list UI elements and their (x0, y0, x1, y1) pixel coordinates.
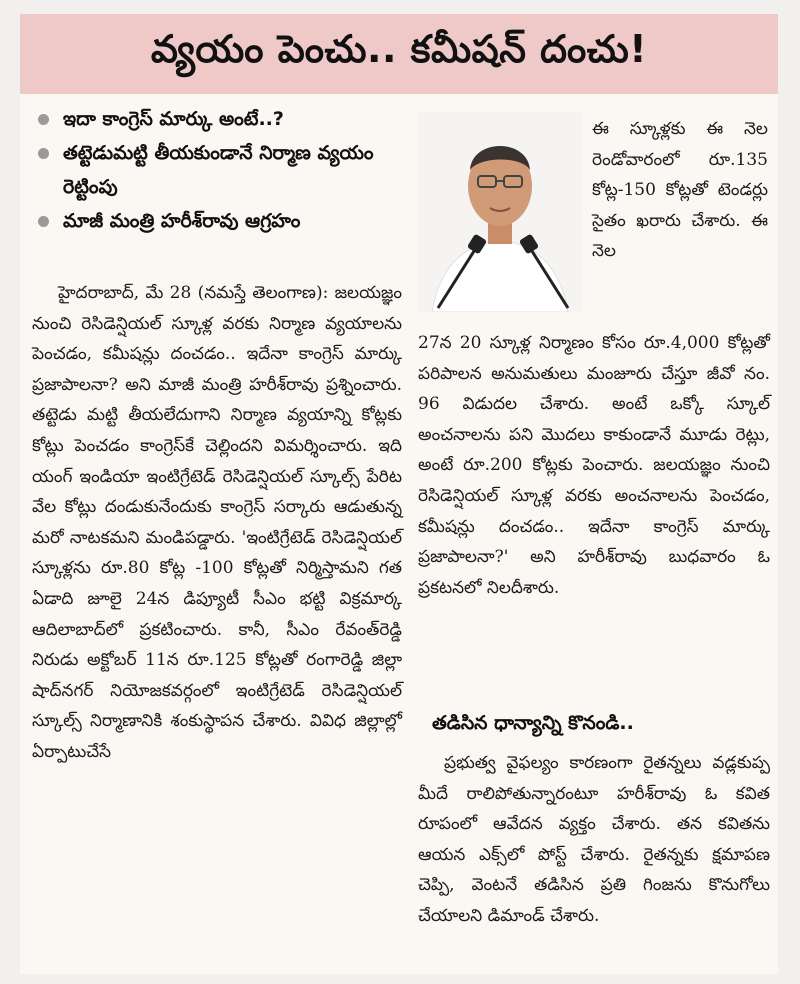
highlight-text: మాజీ మంత్రి హరీశ్‌రావు ఆగ్రహం (63, 210, 301, 232)
person-at-microphone-icon (418, 112, 582, 312)
highlights-list (32, 102, 410, 238)
headline: వ్యయం పెంచు.. కమీషన్ దంచు! (150, 27, 648, 71)
article-paragraph: ఈ స్కూళ్లకు ఈ నెల రెండోవారంలో రూ.135 కోట్ల-150 కోట్లతో టెండర్లు సైతం ఖరారు చేశారు. ఈ నెల (592, 119, 768, 262)
politician-photo (418, 112, 582, 312)
article-column-right (418, 328, 770, 603)
highlight-text: ఇదా కాంగ్రెస్ మార్కు అంటే..? (63, 108, 284, 130)
article-paragraph: ప్రభుత్వ వైఫల్యం కారణంగా రైతన్నలు వడ్లకుప్ప మీదే రాలిపోతున్నారంటూ హరీశ్‌రావు ఓ కవిత రూపంలో ఆవేదన వ్యక్తం చేశారు. తన కవితను ఆయన ఎక్స్‌లో పోస్ట్ చేశారు. రైతన్నకు క్షమాపణ చెప్పి, వెంటనే తడిసిన ప్రతి గింజను కొనుగోలు చేయాలని డిమాండ్ చేశారు. (418, 753, 770, 926)
highlight-text: తట్టెడుమట్టి తీయకుండానే నిర్మాణ వ్యయం రెట్టింపు (63, 142, 374, 198)
highlight-item (32, 136, 410, 204)
newspaper-clipping (20, 14, 778, 974)
headline-band (20, 14, 778, 94)
article-column-right-bottom (418, 748, 770, 932)
highlight-item (32, 204, 410, 238)
section-subheading: తడిసిన ధాన్యాన్ని కొనండి.. (432, 712, 634, 734)
article-column-left (32, 278, 402, 768)
highlight-item (32, 102, 410, 136)
bullet-dot-icon (38, 114, 49, 125)
article-paragraph: హైదరాబాద్, మే 28 (నమస్తే తెలంగాణ): జలయజ్ఞం నుంచి రెసిడెన్షియల్ స్కూళ్ల వరకు నిర్మాణ వ్యయాలను పెంచడం, కమీషన్లు దంచడం.. ఇదేనా కాంగ్రెస్ మార్కు ప్రజాపాలనా? అని మాజీ మంత్రి హరీశ్‌రావు ప్రశ్నించారు. తట్టెడు మట్టి తీయలేదుగాని నిర్మాణ వ్యయాన్ని కోట్లకు కోట్లు పెంచడం కాంగ్రెస్‌కే చెల్లిందని విమర్శించారు. ఇది యంగ్ ఇండియా ఇంటిగ్రేటెడ్ రెసిడెన్షియల్ స్కూల్స్ పేరిట వేల కోట్లు దండుకునేందుకు కాంగ్రెస్ సర్కారు ఆడుతున్న మరో నాటకమని మండిపడ్డారు. 'ఇంటిగ్రేటెడ్ రెసిడెన్షియల్ స్కూళ్లను రూ.80 కోట్ల -100 కోట్లతో నిర్మిస్తామని గత ఏడాది జూలై 24న డిప్యూటీ సీఎం భట్టి విక్రమార్క ఆదిలాబాద్‌లో ప్రకటించారు. కానీ, సీఎం రేవంత్‌రెడ్డి నిరుడు అక్టోబర్ 11న రూ.125 కోట్లతో రంగారెడ్డి జిల్లా షాద్‌నగర్ నియోజకవర్గంలో ఇంటిగ్రేటెడ్ రెసిడెన్షియల్ స్కూల్స్ నిర్మాణానికి శంకుస్థాపన చేశారు. వివిధ జిల్లాల్లో ఏర్పాటుచేసే (32, 283, 402, 762)
article-column-right-top (592, 114, 768, 267)
bullet-dot-icon (38, 216, 49, 227)
bullet-dot-icon (38, 148, 49, 159)
article-paragraph: 27న 20 స్కూళ్ల నిర్మాణం కోసం రూ.4,000 కోట్లతో పరిపాలన అనుమతులు మంజూరు చేస్తూ జీవో నం. 96 విడుదల చేశారు. అంటే ఒక్కో స్కూల్ అంచనాలను పని మొదలు కాకుండానే మూడు రెట్లు, అంటే రూ.200 కోట్లకు పెంచారు. జలయజ్ఞం నుంచి రెసిడెన్షియల్ స్కూళ్ల వరకు అంచనాలను పెంచడం, కమీషన్లు దంచడం.. ఇదేనా కాంగ్రెస్ మార్కు ప్రజాపాలనా?' అని హరీశ్‌రావు బుధవారం ఓ ప్రకటనలో నిలదీశారు. (418, 333, 770, 598)
